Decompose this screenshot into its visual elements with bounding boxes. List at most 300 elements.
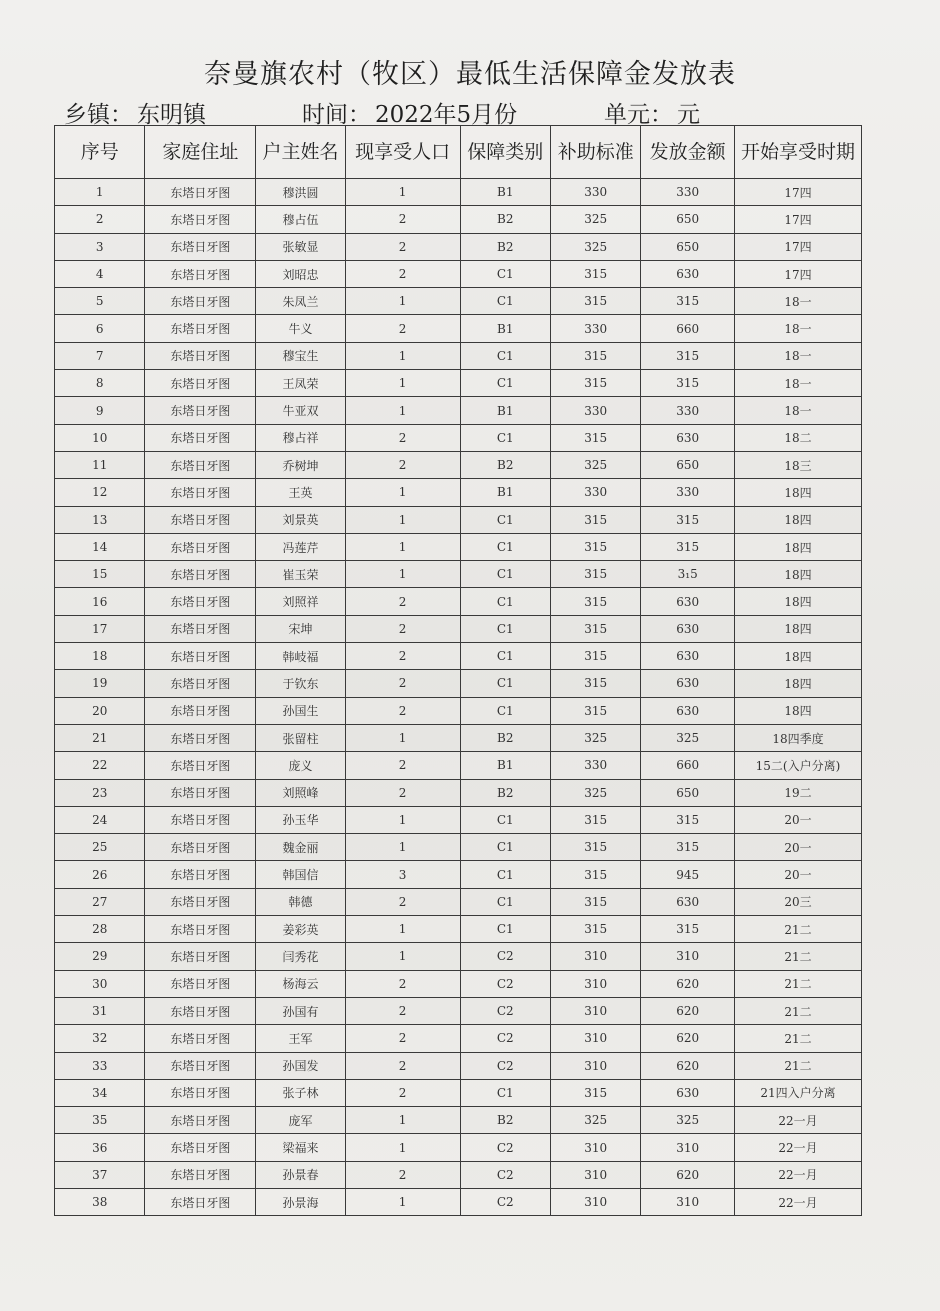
table-row [55,1188,862,1215]
cell-population: 2 [345,1025,460,1052]
cell-start-period: 22一月 [734,1188,861,1215]
cell-householder: 孙国有 [256,997,345,1024]
table-row [55,451,862,478]
cell-population: 2 [345,1161,460,1188]
cell-population: 2 [345,970,460,997]
cell-address: 东塔日牙图 [145,1107,256,1134]
cell-start-period: 21二 [734,916,861,943]
cell-address: 东塔日牙图 [145,1052,256,1079]
cell-category: C1 [460,561,550,588]
cell-start-period: 18一 [734,288,861,315]
cell-householder: 牛义 [256,315,345,342]
cell-householder: 韩国信 [256,861,345,888]
time-value: 2022年5月份 [375,102,518,128]
cell-population: 2 [345,233,460,260]
cell-address: 东塔日牙图 [145,834,256,861]
cell-index: 8 [55,370,145,397]
cell-address: 东塔日牙图 [145,424,256,451]
cell-amount: 325 [641,724,735,751]
town-label: 乡镇： [64,102,133,128]
table-row [55,1107,862,1134]
cell-population: 1 [345,397,460,424]
cell-amount: 330 [641,179,735,206]
cell-index: 33 [55,1052,145,1079]
cell-category: B1 [460,397,550,424]
cell-index: 2 [55,206,145,233]
cell-amount: 630 [641,424,735,451]
cell-address: 东塔日牙图 [145,724,256,751]
header-amount: 发放金额 [641,126,735,179]
cell-population: 1 [345,1107,460,1134]
cell-start-period: 17四 [734,179,861,206]
cell-start-period: 20一 [734,861,861,888]
cell-index: 22 [55,752,145,779]
cell-population: 1 [345,288,460,315]
cell-index: 35 [55,1107,145,1134]
cell-population: 2 [345,997,460,1024]
table-row [55,643,862,670]
cell-standard: 315 [550,615,640,642]
cell-householder: 穆占祥 [256,424,345,451]
cell-address: 东塔日牙图 [145,533,256,560]
cell-address: 东塔日牙图 [145,1134,256,1161]
cell-householder: 庞军 [256,1107,345,1134]
table-row [55,997,862,1024]
cell-start-period: 18四 [734,697,861,724]
cell-amount: 315 [641,370,735,397]
cell-population: 1 [345,561,460,588]
table-row [55,260,862,287]
table-row [55,370,862,397]
cell-amount: 650 [641,779,735,806]
cell-address: 东塔日牙图 [145,370,256,397]
cell-address: 东塔日牙图 [145,179,256,206]
cell-index: 24 [55,806,145,833]
cell-index: 1 [55,179,145,206]
cell-standard: 315 [550,670,640,697]
cell-population: 1 [345,370,460,397]
cell-address: 东塔日牙图 [145,479,256,506]
cell-population: 1 [345,342,460,369]
cell-amount: 630 [641,697,735,724]
cell-category: C1 [460,1079,550,1106]
cell-amount: 630 [641,643,735,670]
town-value: 东明镇 [137,102,206,128]
cell-amount: 620 [641,997,735,1024]
cell-start-period: 21二 [734,943,861,970]
cell-amount: 620 [641,970,735,997]
cell-start-period: 18四 [734,561,861,588]
cell-householder: 王军 [256,1025,345,1052]
cell-index: 30 [55,970,145,997]
cell-category: C2 [460,997,550,1024]
header-householder: 户主姓名 [256,126,345,179]
cell-start-period: 18四 [734,615,861,642]
cell-amount: 3₁5 [641,561,735,588]
cell-standard: 315 [550,561,640,588]
cell-householder: 刘照峰 [256,779,345,806]
cell-category: B2 [460,1107,550,1134]
cell-amount: 310 [641,1134,735,1161]
cell-address: 东塔日牙图 [145,916,256,943]
cell-start-period: 18一 [734,397,861,424]
cell-start-period: 18三 [734,451,861,478]
table-row [55,1025,862,1052]
cell-index: 17 [55,615,145,642]
cell-index: 34 [55,1079,145,1106]
cell-amount: 650 [641,233,735,260]
cell-start-period: 20一 [734,806,861,833]
cell-start-period: 20三 [734,888,861,915]
cell-start-period: 18一 [734,315,861,342]
cell-population: 2 [345,1052,460,1079]
cell-householder: 王英 [256,479,345,506]
cell-amount: 315 [641,342,735,369]
cell-category: B1 [460,315,550,342]
cell-standard: 315 [550,861,640,888]
cell-address: 东塔日牙图 [145,1188,256,1215]
cell-index: 9 [55,397,145,424]
header-standard: 补助标准 [550,126,640,179]
cell-index: 20 [55,697,145,724]
table-row [55,424,862,451]
cell-index: 26 [55,861,145,888]
cell-start-period: 15二(入户分离) [734,752,861,779]
cell-householder: 宋坤 [256,615,345,642]
cell-start-period: 22一月 [734,1107,861,1134]
cell-population: 1 [345,506,460,533]
cell-category: C1 [460,260,550,287]
cell-standard: 315 [550,533,640,560]
cell-population: 1 [345,916,460,943]
table-row [55,561,862,588]
cell-address: 东塔日牙图 [145,588,256,615]
cell-start-period: 19二 [734,779,861,806]
cell-category: B1 [460,479,550,506]
cell-address: 东塔日牙图 [145,670,256,697]
table-row [55,1079,862,1106]
cell-amount: 315 [641,834,735,861]
cell-category: C1 [460,670,550,697]
time-label: 时间： [302,102,371,128]
cell-start-period: 22一月 [734,1134,861,1161]
cell-amount: 310 [641,943,735,970]
cell-population: 2 [345,670,460,697]
cell-address: 东塔日牙图 [145,806,256,833]
table-row [55,615,862,642]
cell-start-period: 18四 [734,643,861,670]
cell-amount: 315 [641,533,735,560]
cell-index: 5 [55,288,145,315]
cell-householder: 庞义 [256,752,345,779]
cell-category: B2 [460,724,550,751]
cell-householder: 乔树坤 [256,451,345,478]
cell-index: 11 [55,451,145,478]
cell-amount: 315 [641,288,735,315]
cell-index: 7 [55,342,145,369]
cell-index: 6 [55,315,145,342]
cell-address: 东塔日牙图 [145,342,256,369]
cell-amount: 630 [641,588,735,615]
cell-standard: 330 [550,315,640,342]
cell-population: 3 [345,861,460,888]
cell-index: 36 [55,1134,145,1161]
cell-householder: 穆宝生 [256,342,345,369]
cell-standard: 310 [550,1161,640,1188]
cell-index: 12 [55,479,145,506]
cell-address: 东塔日牙图 [145,288,256,315]
cell-householder: 孙国生 [256,697,345,724]
cell-index: 10 [55,424,145,451]
cell-population: 2 [345,315,460,342]
cell-amount: 630 [641,260,735,287]
cell-index: 13 [55,506,145,533]
cell-householder: 刘昭忠 [256,260,345,287]
cell-start-period: 18四 [734,533,861,560]
cell-index: 31 [55,997,145,1024]
cell-category: C2 [460,1134,550,1161]
cell-category: C1 [460,834,550,861]
cell-householder: 韩岐福 [256,643,345,670]
cell-category: B1 [460,752,550,779]
cell-amount: 315 [641,806,735,833]
cell-amount: 630 [641,888,735,915]
unit-label: 单元： [604,102,673,128]
cell-start-period: 18一 [734,342,861,369]
cell-start-period: 17四 [734,260,861,287]
cell-standard: 325 [550,724,640,751]
cell-start-period: 21二 [734,970,861,997]
cell-index: 28 [55,916,145,943]
cell-population: 2 [345,260,460,287]
cell-standard: 330 [550,397,640,424]
cell-standard: 325 [550,233,640,260]
cell-population: 1 [345,533,460,560]
cell-category: B2 [460,451,550,478]
table-row [55,888,862,915]
cell-population: 2 [345,615,460,642]
cell-standard: 315 [550,288,640,315]
cell-householder: 杨海云 [256,970,345,997]
cell-category: C2 [460,1025,550,1052]
cell-index: 25 [55,834,145,861]
cell-population: 1 [345,479,460,506]
cell-amount: 650 [641,206,735,233]
cell-householder: 冯莲芹 [256,533,345,560]
cell-householder: 崔玉荣 [256,561,345,588]
cell-category: C1 [460,424,550,451]
cell-population: 2 [345,779,460,806]
cell-amount: 315 [641,916,735,943]
cell-category: C1 [460,588,550,615]
cell-population: 2 [345,888,460,915]
cell-amount: 330 [641,479,735,506]
cell-category: C1 [460,288,550,315]
cell-amount: 660 [641,315,735,342]
cell-householder: 刘照祥 [256,588,345,615]
cell-address: 东塔日牙图 [145,970,256,997]
table-row [55,206,862,233]
cell-category: C1 [460,370,550,397]
table-row [55,970,862,997]
cell-householder: 于钦东 [256,670,345,697]
cell-index: 23 [55,779,145,806]
cell-amount: 650 [641,451,735,478]
cell-householder: 穆占伍 [256,206,345,233]
cell-standard: 315 [550,1079,640,1106]
cell-category: C1 [460,916,550,943]
cell-category: C2 [460,1052,550,1079]
cell-amount: 620 [641,1025,735,1052]
cell-amount: 630 [641,1079,735,1106]
cell-address: 东塔日牙图 [145,752,256,779]
cell-category: C2 [460,1188,550,1215]
cell-population: 2 [345,697,460,724]
table-row [55,179,862,206]
cell-index: 38 [55,1188,145,1215]
cell-index: 14 [55,533,145,560]
cell-address: 东塔日牙图 [145,861,256,888]
cell-category: B2 [460,233,550,260]
table-row [55,1052,862,1079]
cell-category: C1 [460,506,550,533]
cell-amount: 630 [641,670,735,697]
cell-householder: 梁福来 [256,1134,345,1161]
cell-category: C2 [460,970,550,997]
cell-householder: 闫秀花 [256,943,345,970]
document-title: 奈曼旗农村（牧区）最低生活保障金发放表 [204,59,736,90]
cell-start-period: 20一 [734,834,861,861]
table-row [55,806,862,833]
table-row [55,670,862,697]
header-category: 保障类别 [460,126,550,179]
cell-index: 19 [55,670,145,697]
cell-amount: 620 [641,1052,735,1079]
table-row [55,315,862,342]
table-row [55,724,862,751]
cell-standard: 315 [550,888,640,915]
cell-population: 2 [345,752,460,779]
cell-standard: 325 [550,1107,640,1134]
cell-index: 29 [55,943,145,970]
cell-start-period: 17四 [734,233,861,260]
cell-address: 东塔日牙图 [145,1161,256,1188]
cell-population: 1 [345,1188,460,1215]
cell-householder: 牛亚双 [256,397,345,424]
cell-category: C1 [460,806,550,833]
cell-index: 18 [55,643,145,670]
cell-standard: 315 [550,834,640,861]
cell-householder: 孙景春 [256,1161,345,1188]
cell-category: B2 [460,206,550,233]
cell-start-period: 18四 [734,479,861,506]
cell-address: 东塔日牙图 [145,888,256,915]
cell-standard: 315 [550,806,640,833]
table-row [55,834,862,861]
table-row [55,779,862,806]
table-row [55,533,862,560]
cell-standard: 310 [550,1188,640,1215]
cell-start-period: 22一月 [734,1161,861,1188]
table-row [55,916,862,943]
cell-address: 东塔日牙图 [145,451,256,478]
cell-category: C2 [460,943,550,970]
cell-householder: 韩德 [256,888,345,915]
cell-householder: 魏金丽 [256,834,345,861]
cell-address: 东塔日牙图 [145,561,256,588]
cell-amount: 620 [641,1161,735,1188]
cell-category: C1 [460,888,550,915]
cell-address: 东塔日牙图 [145,997,256,1024]
cell-category: B2 [460,779,550,806]
cell-householder: 张子林 [256,1079,345,1106]
cell-address: 东塔日牙图 [145,315,256,342]
cell-index: 16 [55,588,145,615]
cell-population: 1 [345,834,460,861]
cell-standard: 315 [550,342,640,369]
cell-category: C1 [460,533,550,560]
cell-index: 4 [55,260,145,287]
cell-address: 东塔日牙图 [145,233,256,260]
cell-address: 东塔日牙图 [145,1079,256,1106]
table-row [55,861,862,888]
cell-index: 32 [55,1025,145,1052]
cell-start-period: 18四 [734,506,861,533]
cell-address: 东塔日牙图 [145,206,256,233]
table-row [55,342,862,369]
cell-index: 21 [55,724,145,751]
subsidy-table [54,125,862,1216]
cell-amount: 315 [641,506,735,533]
cell-address: 东塔日牙图 [145,615,256,642]
cell-amount: 630 [641,615,735,642]
cell-standard: 325 [550,206,640,233]
cell-category: C1 [460,861,550,888]
unit-value: 元 [677,102,700,128]
cell-address: 东塔日牙图 [145,1025,256,1052]
cell-start-period: 21二 [734,1025,861,1052]
cell-amount: 330 [641,397,735,424]
cell-standard: 315 [550,643,640,670]
table-body [55,179,862,1216]
cell-population: 2 [345,424,460,451]
cell-standard: 325 [550,451,640,478]
cell-population: 2 [345,588,460,615]
table-row [55,588,862,615]
cell-population: 2 [345,643,460,670]
table-row [55,752,862,779]
cell-population: 2 [345,206,460,233]
cell-address: 东塔日牙图 [145,643,256,670]
cell-address: 东塔日牙图 [145,260,256,287]
cell-amount: 660 [641,752,735,779]
cell-address: 东塔日牙图 [145,697,256,724]
table-row [55,1161,862,1188]
cell-standard: 330 [550,752,640,779]
cell-householder: 孙国发 [256,1052,345,1079]
cell-amount: 310 [641,1188,735,1215]
cell-index: 15 [55,561,145,588]
table-row [55,1134,862,1161]
cell-standard: 315 [550,506,640,533]
cell-standard: 310 [550,943,640,970]
cell-householder: 王凤荣 [256,370,345,397]
cell-category: C1 [460,643,550,670]
cell-address: 东塔日牙图 [145,506,256,533]
cell-population: 1 [345,806,460,833]
cell-standard: 330 [550,479,640,506]
table-header-row [55,126,862,179]
